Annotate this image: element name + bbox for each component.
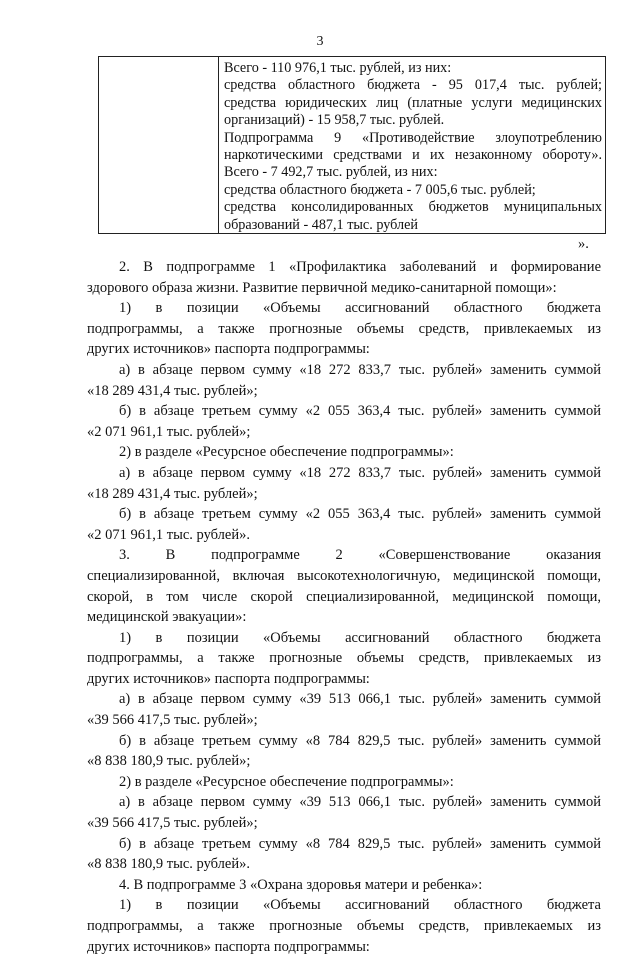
- cell-line: Всего - 110 976,1 тыс. рублей, из них:: [224, 60, 452, 76]
- cell-line: наркотическими средствами и их незаконному обороту».: [224, 147, 602, 164]
- paragraph-line: подпрограммы, а также прогнозные объемы средств, привлекаемых из: [87, 320, 601, 337]
- paragraph-line: б) в абзаце третьем сумму «2 055 363,4 тыс. рублей» заменить суммой: [119, 506, 601, 523]
- paragraph-line: «39 566 417,5 тыс. рублей»;: [87, 815, 258, 832]
- paragraph-line: 2. В подпрограмме 1 «Профилактика заболеваний и формирование: [119, 259, 601, 275]
- cell-line: Всего - 7 492,7 тыс. рублей, из них:: [224, 164, 438, 181]
- cell-line: средства областного бюджета - 95 017,4 тыс. рублей;: [224, 77, 602, 94]
- paragraph-line: специализированной, включая высокотехнологичную, медицинской помощи,: [87, 567, 601, 584]
- cell-line: организаций) - 15 958,7 тыс. рублей.: [224, 112, 445, 129]
- paragraph-line: а) в абзаце первом сумму «39 513 066,1 тыс. рублей» заменить суммой: [119, 691, 601, 708]
- table-cell-content: [224, 60, 602, 234]
- paragraph-line: скорой, в том числе скорой специализированной, медицинской помощи,: [87, 588, 601, 605]
- cell-line: средства областного бюджета - 7 005,6 тыс. рублей;: [224, 181, 536, 198]
- paragraph-line: б) в абзаце третьем сумму «2 055 363,4 тыс. рублей» заменить суммой: [119, 403, 601, 420]
- paragraph-line: 1) в позиции «Объемы ассигнований областного бюджета: [119, 629, 601, 646]
- paragraph-line: 1) в позиции «Объемы ассигнований областного бюджета: [119, 300, 601, 317]
- paragraph-line: а) в абзаце первом сумму «18 272 833,7 тыс. рублей» заменить суммой: [119, 361, 601, 378]
- paragraph-line: здорового образа жизни. Развитие первичной медико-санитарной помощи»:: [87, 279, 557, 296]
- paragraph-line: других источников» паспорта подпрограммы:: [87, 938, 370, 955]
- paragraph-line: «8 838 180,9 тыс. рублей».: [87, 856, 250, 873]
- paragraph-line: других источников» паспорта подпрограммы:: [87, 341, 370, 358]
- paragraph-line: а) в абзаце первом сумму «18 272 833,7 тыс. рублей» заменить суммой: [119, 464, 601, 481]
- paragraph-line: 2) в разделе «Ресурсное обеспечение подпрограммы»:: [119, 444, 454, 461]
- paragraph-line: «2 071 961,1 тыс. рублей».: [87, 526, 250, 543]
- paragraph-line: других источников» паспорта подпрограммы:: [87, 670, 370, 687]
- cell-line: средства консолидированных бюджетов муниципальных: [224, 199, 602, 216]
- paragraph-line: 2) в разделе «Ресурсное обеспечение подпрограммы»:: [119, 773, 454, 790]
- paragraph-line: «39 566 417,5 тыс. рублей»;: [87, 712, 258, 729]
- paragraph-line: 4. В подпрограмме 3 «Охрана здоровья матери и ребенка»:: [119, 876, 483, 893]
- document-body: [87, 257, 601, 957]
- paragraph-line: б) в абзаце третьем сумму «8 784 829,5 тыс. рублей» заменить суммой: [119, 835, 601, 852]
- paragraph-line: подпрограммы, а также прогнозные объемы средств, привлекаемых из: [87, 650, 601, 667]
- paragraph-line: «2 071 961,1 тыс. рублей»;: [87, 423, 251, 440]
- paragraph-line: медицинской эвакуации»:: [87, 609, 247, 626]
- page-number: 3: [316, 34, 324, 49]
- paragraph-line: «18 289 431,4 тыс. рублей»;: [87, 382, 258, 399]
- paragraph-line: б) в абзаце третьем сумму «8 784 829,5 тыс. рублей» заменить суммой: [119, 732, 601, 749]
- paragraph-line: «18 289 431,4 тыс. рублей»;: [87, 485, 258, 502]
- paragraph-line: подпрограммы, а также прогнозные объемы средств, привлекаемых из: [87, 918, 601, 934]
- table-column-divider: [218, 56, 219, 234]
- cell-line: средства юридических лиц (платные услуги медицинских: [224, 94, 602, 111]
- paragraph-line: «8 838 180,9 тыс. рублей»;: [87, 753, 251, 770]
- cell-line: Подпрограмма 9 «Противодействие злоупотреблению: [224, 129, 602, 146]
- paragraph-line: 3. В подпрограмме 2 «Совершенствование оказания: [119, 547, 601, 564]
- cell-line: образований - 487,1 тыс. рублей: [224, 216, 418, 233]
- closing-quote: ».: [578, 236, 589, 252]
- paragraph-line: а) в абзаце первом сумму «39 513 066,1 тыс. рублей» заменить суммой: [119, 794, 601, 811]
- paragraph-line: 1) в позиции «Объемы ассигнований областного бюджета: [119, 897, 601, 914]
